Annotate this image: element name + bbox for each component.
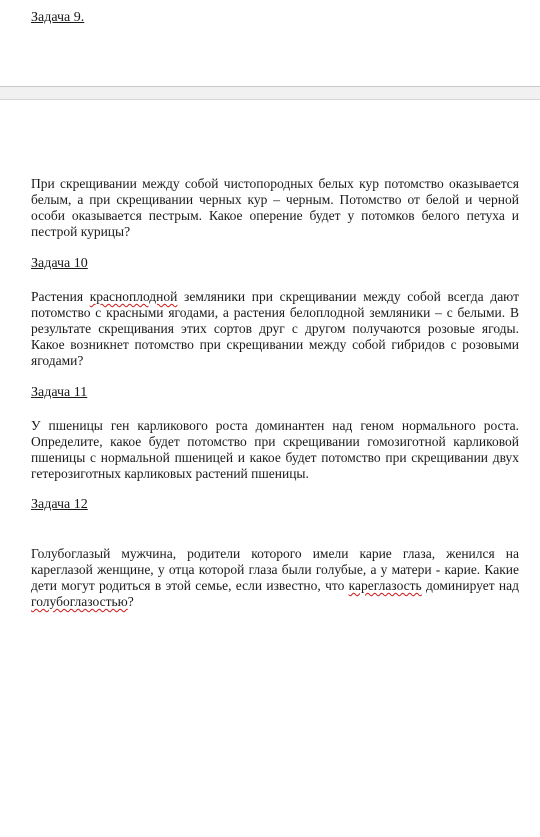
spellcheck-word[interactable]: кареглазость bbox=[348, 578, 422, 593]
task10-text-part2: земляники при скрещивании между собой всегда дают потомство с красными ягодами, а растения белоплодной земляники – с белыми. В результате скрещивания этих сортов друг с другом получаются розовые ягоды. Какое возникнет потомство при скрещивании между собой гибридов с розовыми ягодами? bbox=[31, 289, 519, 368]
task10-text bbox=[31, 289, 519, 369]
task12-text-part2: доминирует над bbox=[421, 578, 519, 593]
task9-text: При скрещивании между собой чистопородных белых кур потомство оказывается белым, а при скрещивании черных кур – черным. Потомство от белой и черной особи оказывается пестрым. Какое оперение будет у потомков белого петуха и пестрой курицы? bbox=[31, 176, 519, 239]
spellcheck-word[interactable]: голубоглазостью bbox=[31, 594, 128, 609]
task11-text: У пшеницы ген карликового роста доминантен над геном нормального роста. Определите, какое будет потомство при скрещивании гомозиготной карликовой пшеницы с нормальной пшеницей и какое будет потомство при скрещивании двух гетерозиготных карликовых растений пшеницы. bbox=[31, 418, 519, 481]
task12-text bbox=[31, 546, 519, 610]
task11-heading: Задача 11 bbox=[31, 385, 88, 400]
task9-heading: Задача 9. bbox=[31, 10, 85, 25]
task12-text-part1: Голубоглазый мужчина, родители которого имели карие глаза, женился на кареглазой женщине, у отца которой глаза были голубые, а у матери - карие. Какие дети могут родиться в этой семье, если известно, что bbox=[31, 546, 519, 593]
task10-text-part1: Растения bbox=[31, 289, 90, 304]
spellcheck-word[interactable]: красноплодной bbox=[89, 289, 178, 304]
task12-heading: Задача 12 bbox=[31, 497, 88, 512]
task12-text-part3: ? bbox=[127, 594, 134, 609]
page-break-gap bbox=[0, 86, 540, 100]
task10-heading: Задача 10 bbox=[31, 256, 88, 271]
